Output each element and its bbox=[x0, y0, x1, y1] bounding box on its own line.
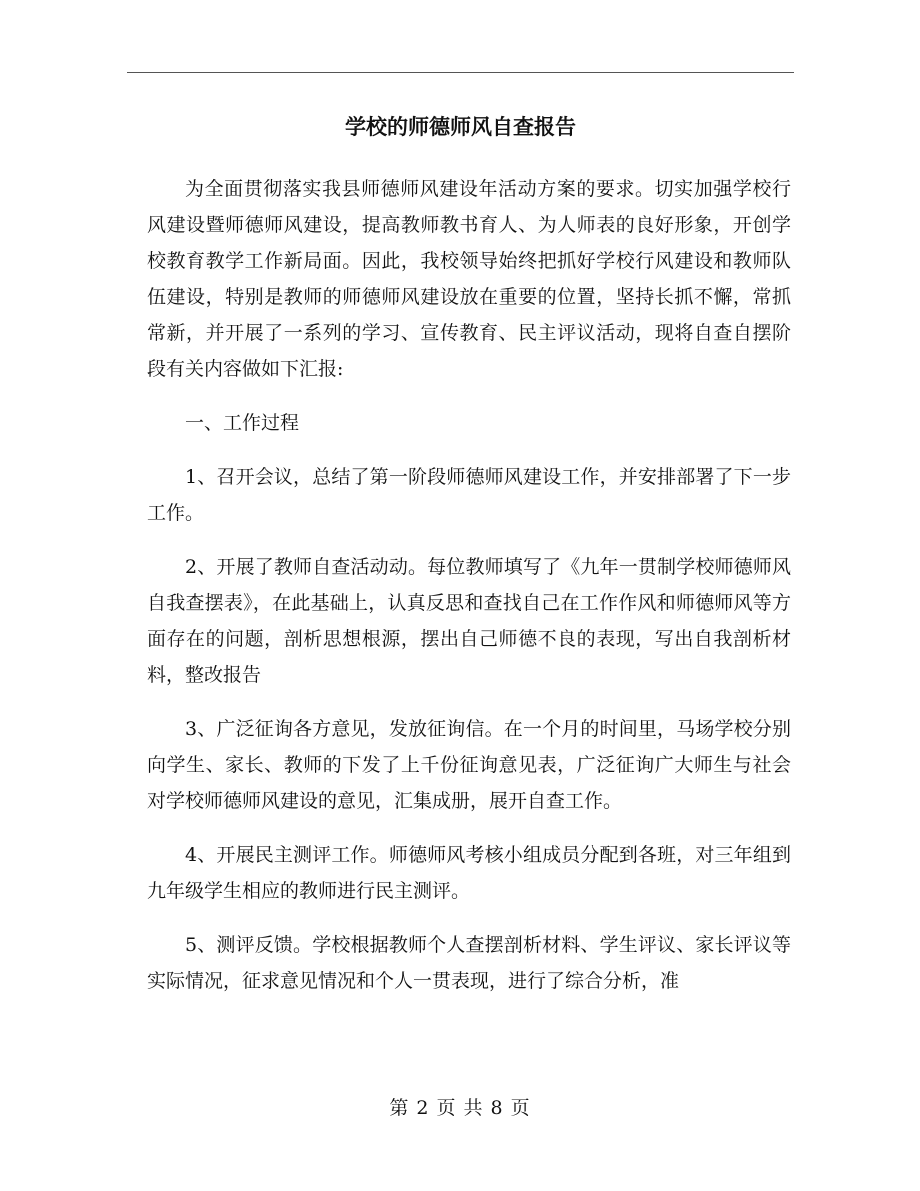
document-title: 学校的师德师风自查报告 bbox=[345, 114, 576, 139]
paragraph-item-3: 3、广泛征询各方意见，发放征询信。在一个月的时间里，马场学校分别向学生、家长、教师的下发了上千份征询意见表，广泛征询广大师生与社会对学校师德师风建设的意见，汇集成册，展开自查工作。 bbox=[147, 718, 791, 812]
document-body bbox=[147, 171, 791, 1017]
paragraph-intro: 为全面贯彻落实我县师德师风建设年活动方案的要求。切实加强学校行风建设暨师德师风建设，提高教师教书育人、为人师表的良好形象，开创学校教育教学工作新局面。因此，我校领导始终把抓好学校行风建设和教师队伍建设，特别是教师的师德师风建设放在重要的位置，坚持长抓不懈，常抓常新，并开展了一系列的学习、宣传教育、民主评议活动，现将自查自摆阶段有关内容做如下汇报: bbox=[147, 178, 791, 380]
section-heading-work-process: 一、工作过程 bbox=[185, 412, 300, 434]
paragraph-item-2: 2、开展了教师自查活动动。每位教师填写了《九年一贯制学校师德师风自我查摆表》，在此基础上，认真反思和查找自己在工作作风和师德师风等方面存在的问题，剖析思想根源，摆出自己师德不良的表现，写出自我剖析材料，整改报告 bbox=[147, 556, 791, 686]
paragraph-item-4: 4、开展民主测评工作。师德师风考核小组成员分配到各班，对三年组到九年级学生相应的教师进行民主测评。 bbox=[147, 844, 791, 902]
paragraph-item-5: 5、测评反馈。学校根据教师个人查摆剖析材料、学生评议、家长评议等实际情况，征求意见情况和个人一贯表现，进行了综合分析，准 bbox=[147, 934, 791, 992]
header-rule bbox=[127, 72, 794, 73]
page-number-footer: 第 2 页 共 8 页 bbox=[389, 1097, 531, 1119]
paragraph-item-1: 1、召开会议，总结了第一阶段师德师风建设工作，并安排部署了下一步工作。 bbox=[147, 466, 791, 524]
